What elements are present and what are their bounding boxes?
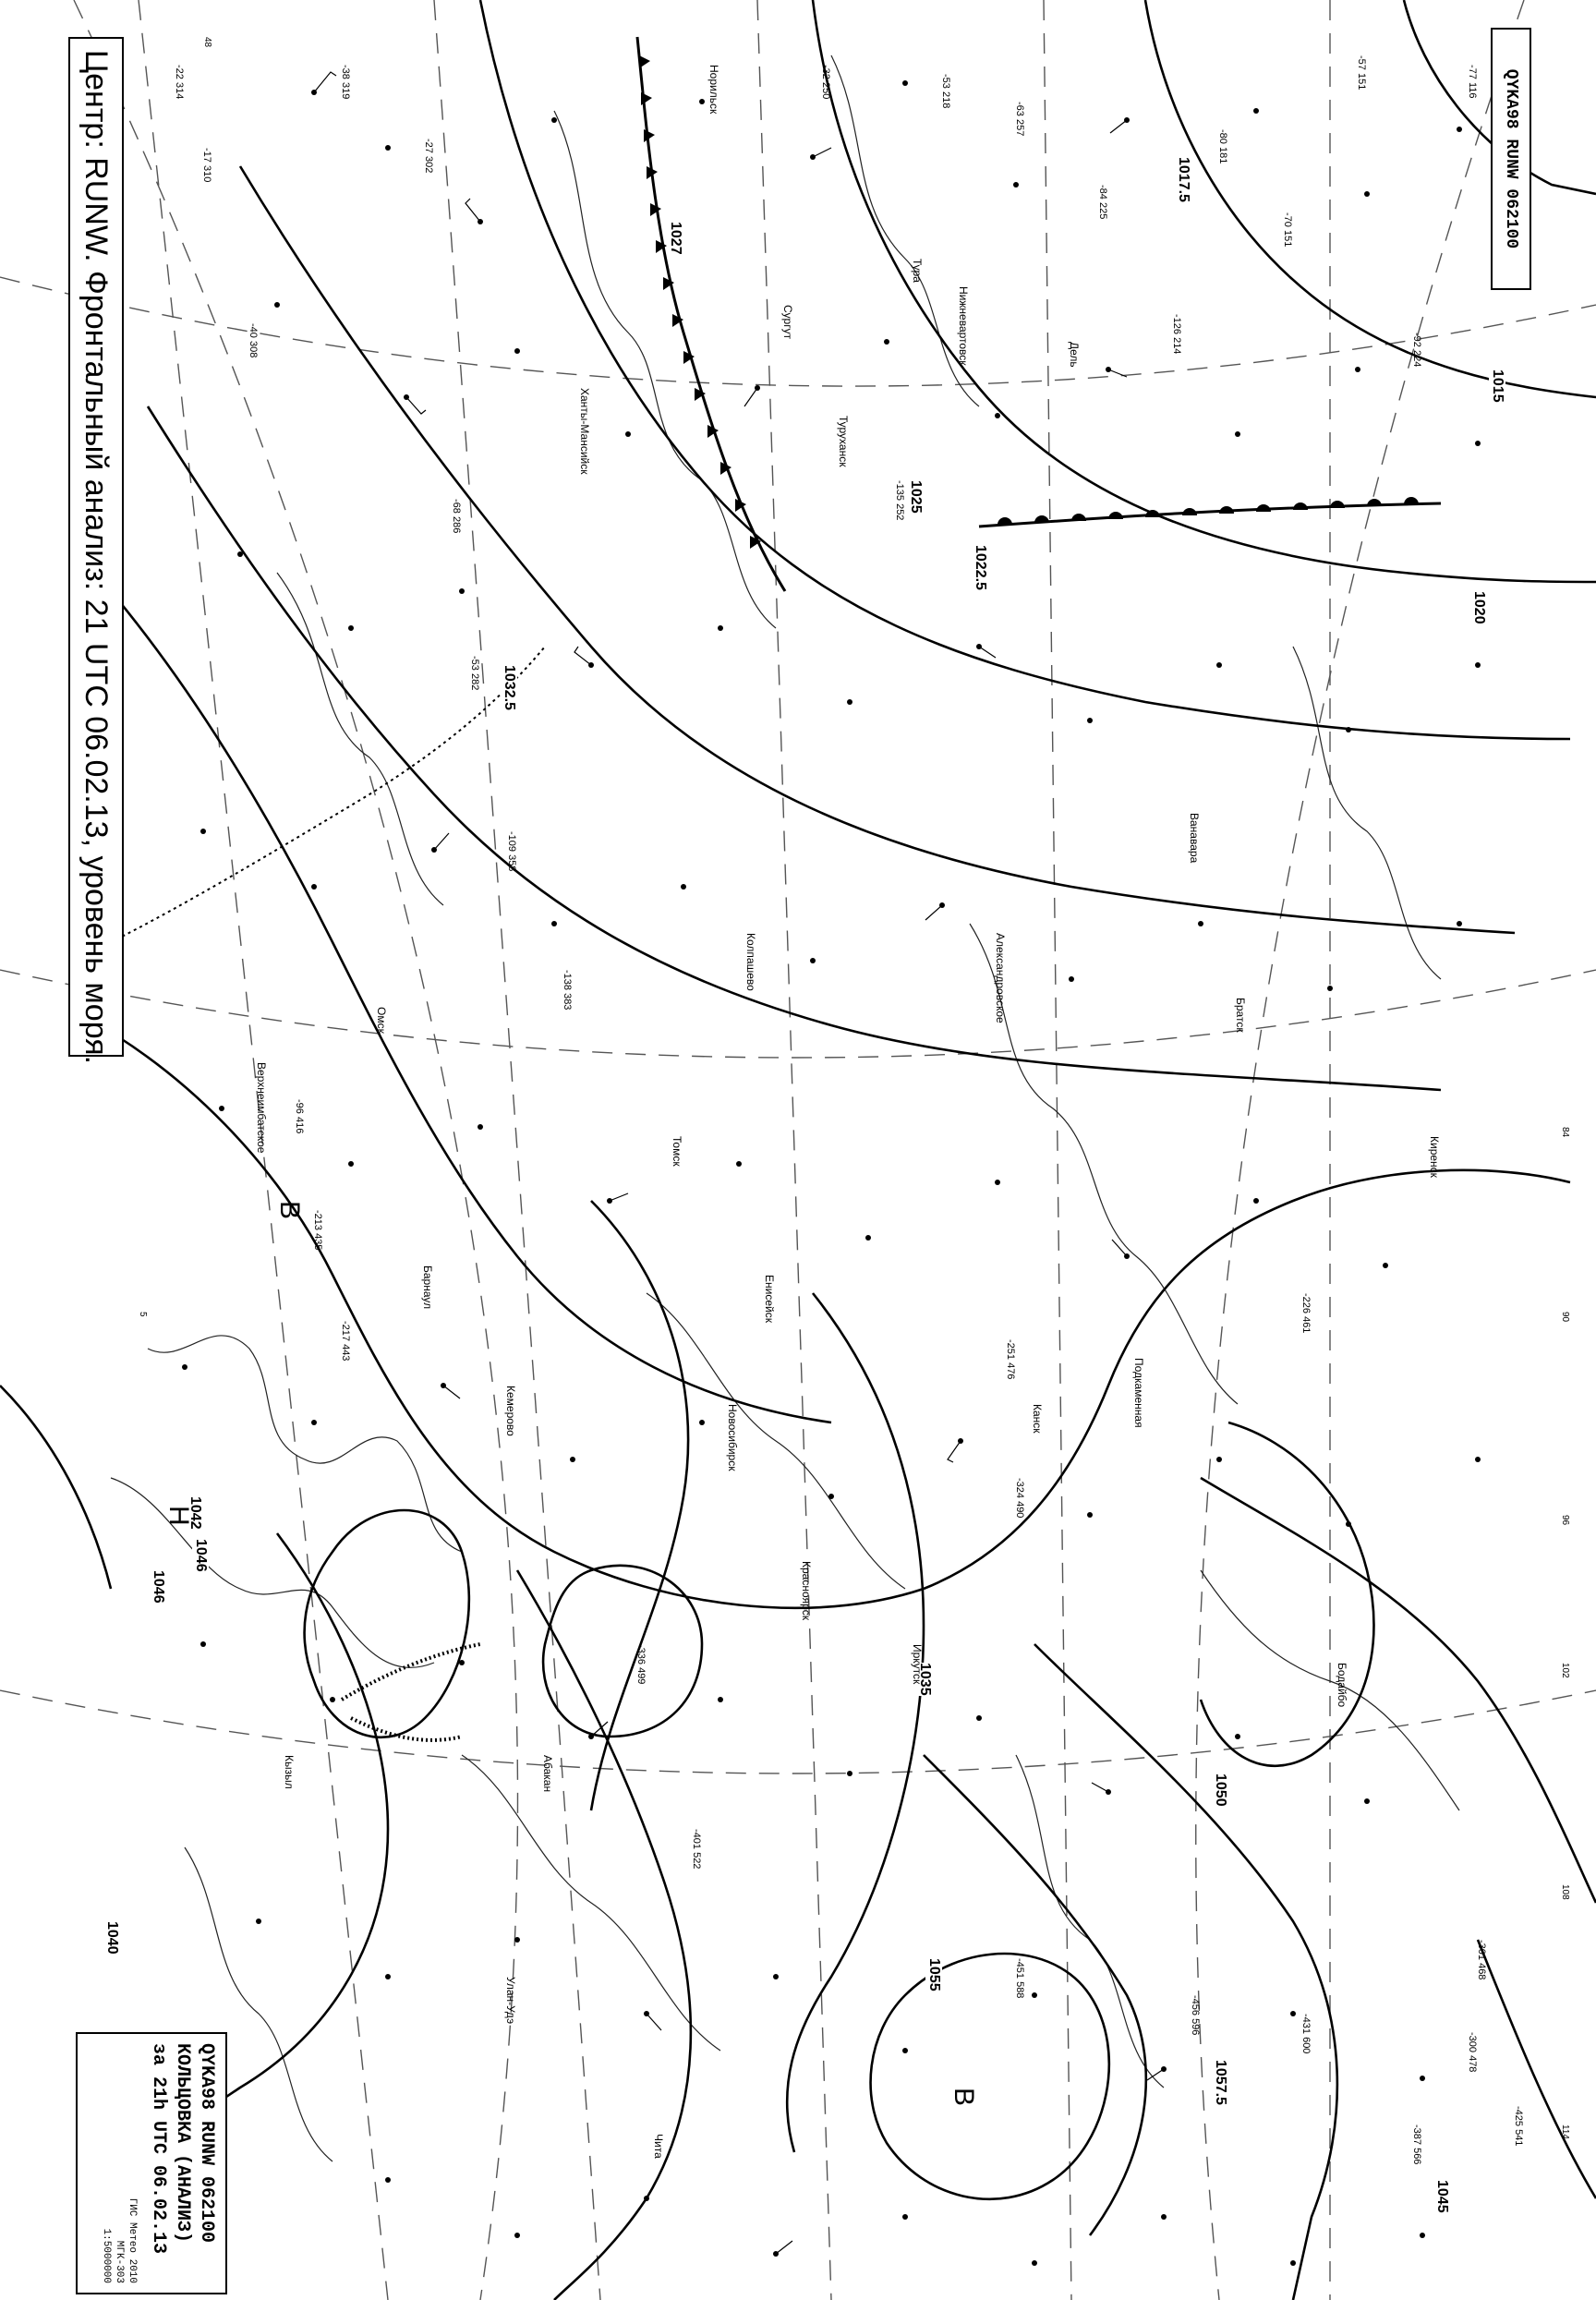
isobar-label: 1046	[151, 1570, 166, 1604]
legend-time: за 21h UTC 06.02.13	[148, 2043, 169, 2255]
city-label: Братск	[1234, 998, 1247, 1033]
station-plot-label: -53 282	[469, 656, 480, 691]
isobar-label: 1015	[1490, 369, 1505, 403]
city-label: Иркутск	[911, 1644, 924, 1685]
station-plot-label: -38 319	[340, 65, 351, 100]
station-plot-label: -27 302	[423, 139, 434, 174]
city-label: Сургут	[781, 305, 794, 340]
isobar-label: 1020	[1471, 591, 1487, 624]
map-title-box	[68, 37, 124, 1065]
isobar-label: 1050	[1213, 1773, 1228, 1807]
isobar-label: 1022.5	[973, 545, 988, 590]
isobar-label: 1027	[668, 222, 683, 255]
grid-label: 90	[1560, 1312, 1570, 1323]
station-plot-label: -138 383	[562, 970, 573, 1011]
station-plot-label: -40 308	[248, 323, 259, 358]
station-plot-label: -109 358	[506, 831, 517, 872]
station-plot-label: -22 314	[174, 65, 185, 100]
city-label: Канск	[1031, 1404, 1044, 1434]
station-plot-label: -301 468	[1476, 1940, 1487, 1980]
station-plot-label: -135 252	[894, 480, 905, 521]
isobar-label: 1017.5	[1176, 157, 1191, 202]
city-label: Томск	[671, 1136, 683, 1167]
city-label: Дель	[1068, 342, 1081, 368]
station-plot-label: -431 600	[1300, 2014, 1312, 2054]
station-plot-label: -53 218	[940, 74, 951, 109]
grid-label: 5	[138, 1312, 148, 1317]
station-plot-label: -17 310	[201, 148, 212, 183]
city-label: Новосибирск	[726, 1404, 739, 1471]
city-label: Омск	[375, 1007, 388, 1034]
pressure-center-letter: B	[949, 2088, 979, 2107]
city-label: Чита	[652, 2134, 665, 2159]
pressure-center-letter: H	[163, 1506, 194, 1526]
isobar-label: 1032.5	[502, 665, 517, 710]
station-plot-label: -401 522	[691, 1829, 702, 1870]
legend-scale: 1:5000000	[101, 2228, 112, 2283]
city-label: Подкаменная	[1132, 1358, 1145, 1428]
isobar-label: 1055	[926, 1958, 942, 1991]
grid-label: 96	[1560, 1515, 1570, 1526]
pressure-center-letter: B	[274, 1201, 305, 1220]
grid-label: 114	[1560, 2124, 1570, 2139]
city-label: Колпашево	[744, 933, 757, 991]
grid-label: 48	[202, 37, 212, 48]
city-label: Верхнеимбатское	[255, 1062, 268, 1154]
isobar-label: 1040	[104, 1921, 120, 1955]
product-code-box	[1491, 28, 1531, 290]
station-plot-label: -63 257	[1014, 102, 1025, 137]
station-plot-label: -425 541	[1513, 2106, 1524, 2147]
station-plot-label: -32 250	[820, 65, 831, 100]
grid-label: 84	[1560, 1127, 1570, 1138]
city-label: Кызыл	[283, 1755, 296, 1789]
city-label: Норильск	[707, 65, 720, 115]
legend-box	[76, 2032, 227, 2294]
city-label: Красноярск	[800, 1561, 813, 1621]
station-plot-label: -77 116	[1467, 65, 1478, 99]
map-title: Центр: RUNW. Фронтальный анализ: 21 UTC 06.02.13, уровень моря.	[79, 50, 115, 1065]
station-plot-label: -251 476	[1005, 1339, 1016, 1380]
station-plot-label: -57 151	[1356, 55, 1367, 91]
station-plot-label: -80 181	[1217, 129, 1228, 164]
city-label: Тура	[911, 259, 924, 283]
city-label: Туруханск	[837, 416, 850, 467]
legend-name: КОЛЬЦОВКА (АНАЛИЗ)	[172, 2043, 193, 2244]
legend	[78, 2034, 225, 2293]
station-plot-label: -226 461	[1300, 1293, 1312, 1334]
isobar-label: 1025	[908, 480, 924, 514]
station-plot-label: -336 499	[635, 1644, 647, 1685]
station-plot-label: -451 588	[1014, 1958, 1025, 1999]
city-label: Кемерово	[504, 1386, 517, 1436]
station-plot-label: -92 224	[1411, 333, 1422, 368]
station-plot-label: -387 566	[1411, 2124, 1422, 2165]
station-plot-label: -300 478	[1467, 2032, 1478, 2073]
isobar-label: 1042	[187, 1496, 203, 1530]
pressure-center-value: 1046	[193, 1539, 209, 1572]
station-plot-label: -84 225	[1097, 185, 1108, 220]
station-plot-label: -68 286	[451, 499, 462, 534]
city-label: Ханты-Мансийск	[578, 388, 591, 475]
product-code: QYKA98 RUNW 062100	[1502, 68, 1520, 249]
station-plot-label: -217 443	[340, 1321, 351, 1362]
isobar-label: 1045	[1434, 2180, 1450, 2213]
isobar-label: 1057.5	[1213, 2060, 1228, 2105]
city-label: Нижневартовск	[957, 286, 970, 366]
city-label: Ванавара	[1188, 813, 1201, 864]
legend-org: МГК-303	[114, 2240, 125, 2283]
isobar-label: 1035	[917, 1663, 933, 1696]
grid-label: 108	[1560, 1884, 1570, 1900]
station-plot-label: -213 435	[312, 1210, 323, 1251]
station-plot-label: -126 214	[1171, 314, 1182, 355]
legend-code: QYKA98 RUNW 062100	[196, 2043, 217, 2244]
city-label: Киренск	[1428, 1136, 1441, 1178]
station-plot-label: -70 151	[1282, 212, 1293, 248]
city-label: Енисейск	[763, 1275, 776, 1323]
station-plot-label: -456 596	[1190, 1995, 1201, 2036]
city-label: Абакан	[541, 1755, 554, 1793]
grid-label: 102	[1560, 1663, 1570, 1678]
station-plot-label: -96 416	[294, 1099, 305, 1134]
city-label: Александровское	[994, 933, 1007, 1023]
station-plot-label: -324 490	[1014, 1478, 1025, 1519]
legend-software: ГИС Метео 2010	[127, 2197, 138, 2283]
city-label: Барнаул	[421, 1265, 434, 1310]
city-label: Улан-Удэ	[504, 1977, 517, 2025]
city-label: Бодайбо	[1336, 1663, 1348, 1708]
